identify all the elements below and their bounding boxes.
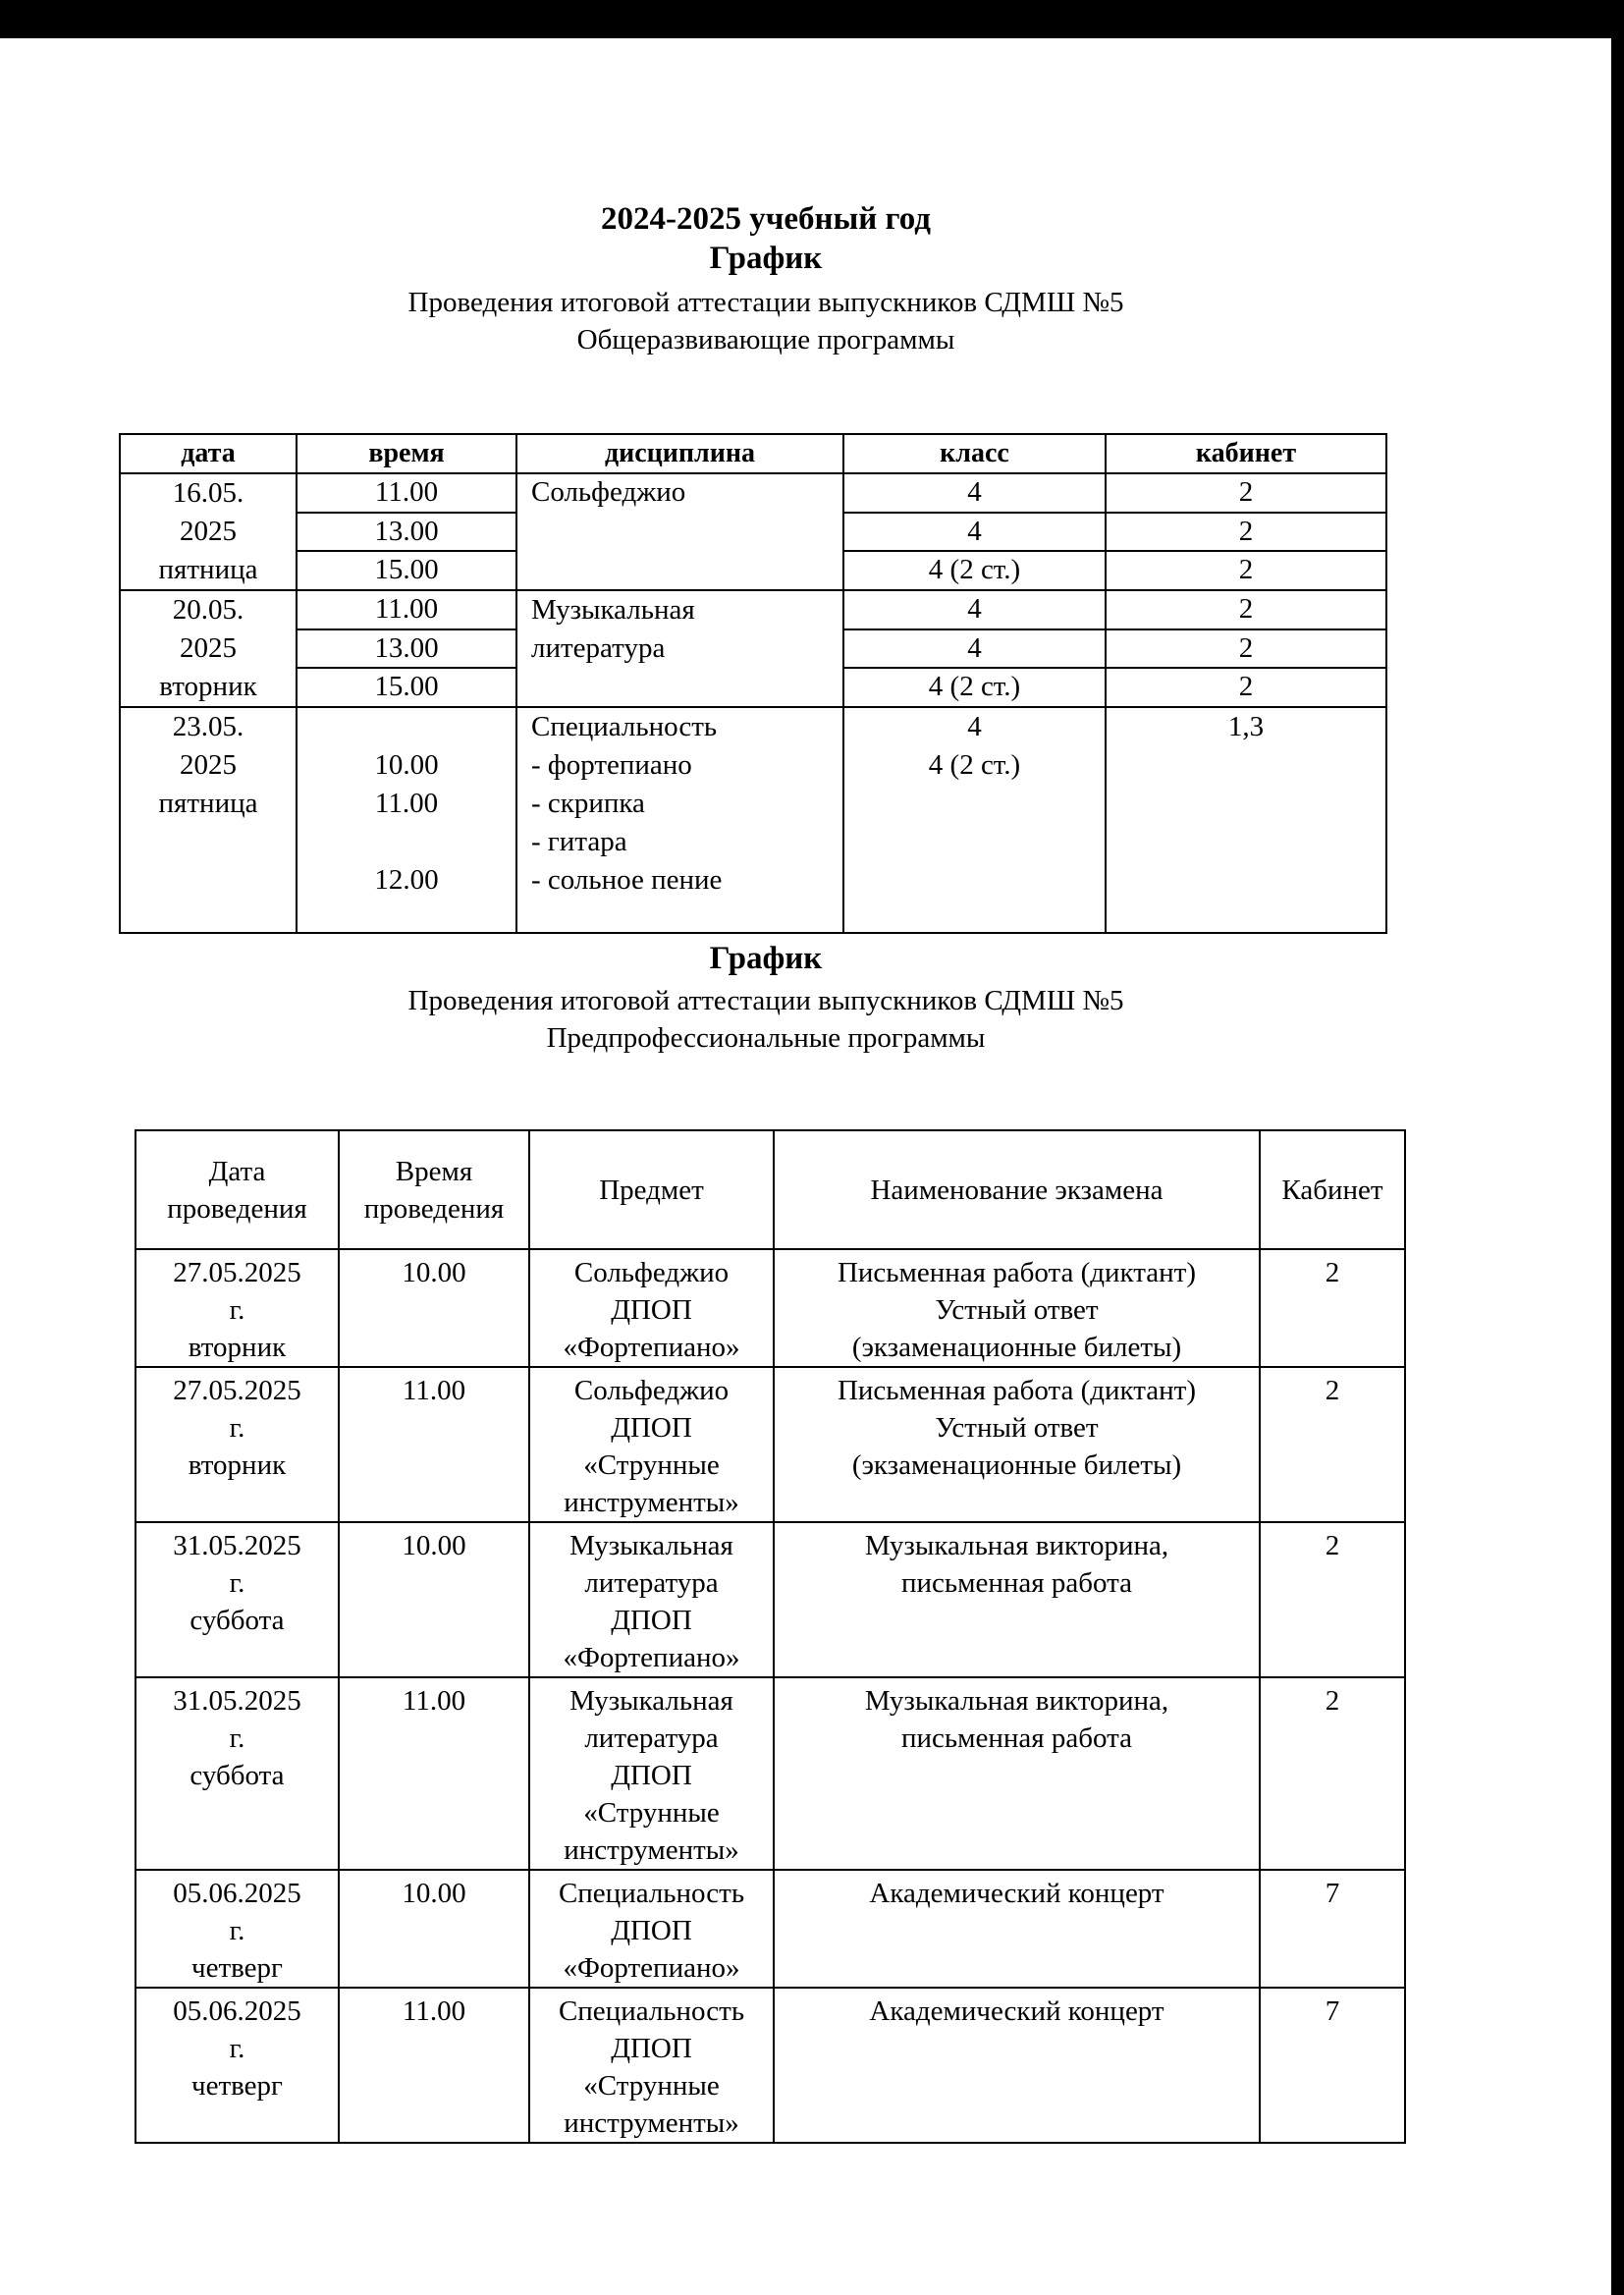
room-cell: 2 <box>1260 1522 1405 1677</box>
subject-cell: Музыкальная литература ДПОП «Фортепиано» <box>529 1522 774 1677</box>
column-header-exam-name: Наименование экзамена <box>774 1130 1260 1249</box>
schedule-title: График <box>709 241 823 276</box>
table-row <box>135 1988 1405 2143</box>
date-cell: 27.05.2025 г. вторник <box>135 1367 339 1522</box>
subject-cell: Специальность ДПОП «Фортепиано» <box>529 1870 774 1988</box>
subject-cell: Музыкальная литература ДПОП «Струнные инструменты» <box>529 1677 774 1870</box>
time-cell: 13.00 <box>297 629 516 669</box>
room-cell: 1,3 <box>1106 707 1386 933</box>
time-cell: 11.00 <box>339 1367 529 1522</box>
table-header-row <box>135 1130 1405 1249</box>
time-cell: 11.00 <box>297 590 516 629</box>
date-cell: 31.05.2025 г. суббота <box>135 1522 339 1677</box>
table-row <box>120 473 1386 513</box>
preprofessional-programs-table <box>135 1129 1406 2144</box>
class-cell: 4 4 (2 ст.) <box>843 707 1106 933</box>
room-cell: 2 <box>1106 551 1386 590</box>
schedule-subtitle: Проведения итоговой аттестации выпускников СДМШ №5 <box>407 287 1124 318</box>
room-cell: 2 <box>1260 1677 1405 1870</box>
section2-title: График <box>709 941 823 976</box>
time-cell: 11.00 <box>339 1988 529 2143</box>
section2-program-type: Предпрофессиональные программы <box>546 1022 986 1054</box>
column-header-date: Дата проведения <box>135 1130 339 1249</box>
column-header-room: кабинет <box>1106 434 1386 473</box>
exam-cell: Музыкальная викторина, письменная работа <box>774 1522 1260 1677</box>
section2-subtitle: Проведения итоговой аттестации выпускников СДМШ №5 <box>407 985 1124 1016</box>
room-cell: 2 <box>1106 513 1386 552</box>
room-cell: 7 <box>1260 1988 1405 2143</box>
exam-cell: Письменная работа (диктант) Устный ответ (экзаменационные билеты) <box>774 1367 1260 1522</box>
table-header-row <box>120 434 1386 473</box>
room-cell: 2 <box>1260 1249 1405 1367</box>
class-cell: 4 <box>843 629 1106 669</box>
class-cell: 4 (2 ст.) <box>843 668 1106 707</box>
column-header-subject: Предмет <box>529 1130 774 1249</box>
table-row <box>120 590 1386 629</box>
time-cell: 10.00 <box>339 1870 529 1988</box>
exam-cell: Письменная работа (диктант) Устный ответ (экзаменационные билеты) <box>774 1249 1260 1367</box>
subject-cell: Специальность ДПОП «Струнные инструменты» <box>529 1988 774 2143</box>
time-cell: 10.00 <box>339 1249 529 1367</box>
date-cell: 31.05.2025 г. суббота <box>135 1677 339 1870</box>
date-cell: 05.06.2025 г. четверг <box>135 1988 339 2143</box>
column-header-date: дата <box>120 434 297 473</box>
class-cell: 4 <box>843 513 1106 552</box>
room-cell: 2 <box>1106 473 1386 513</box>
date-cell: 20.05. 2025 вторник <box>120 590 297 707</box>
exam-cell: Академический концерт <box>774 1870 1260 1988</box>
document-page <box>0 38 1611 2295</box>
general-programs-table <box>119 433 1387 934</box>
time-cell: 10.00 <box>339 1522 529 1677</box>
class-cell: 4 <box>843 473 1106 513</box>
room-cell: 2 <box>1106 590 1386 629</box>
date-cell: 16.05. 2025 пятница <box>120 473 297 590</box>
room-cell: 2 <box>1260 1367 1405 1522</box>
column-header-time: время <box>297 434 516 473</box>
room-cell: 7 <box>1260 1870 1405 1988</box>
time-cell: 11.00 <box>339 1677 529 1870</box>
table-row <box>120 707 1386 933</box>
date-cell: 23.05. 2025 пятница <box>120 707 297 933</box>
time-cell: 13.00 <box>297 513 516 552</box>
subject-cell: Сольфеджио ДПОП «Фортепиано» <box>529 1249 774 1367</box>
room-cell: 2 <box>1106 629 1386 669</box>
class-cell: 4 <box>843 590 1106 629</box>
program-type: Общеразвивающие программы <box>576 324 955 355</box>
academic-year-heading: 2024-2025 учебный год <box>601 201 931 237</box>
discipline-cell: Сольфеджио <box>516 473 843 590</box>
column-header-class: класс <box>843 434 1106 473</box>
table-row <box>135 1367 1405 1522</box>
column-header-time: Время проведения <box>339 1130 529 1249</box>
column-header-discipline: дисциплина <box>516 434 843 473</box>
exam-cell: Академический концерт <box>774 1988 1260 2143</box>
time-cell: 15.00 <box>297 668 516 707</box>
time-cell: 15.00 <box>297 551 516 590</box>
table-row <box>135 1677 1405 1870</box>
table-row <box>135 1522 1405 1677</box>
time-cell: 11.00 <box>297 473 516 513</box>
date-cell: 27.05.2025 г. вторник <box>135 1249 339 1367</box>
table-row <box>135 1870 1405 1988</box>
exam-cell: Музыкальная викторина, письменная работа <box>774 1677 1260 1870</box>
discipline-cell: Специальность - фортепиано - скрипка - гитара - сольное пение <box>516 707 843 933</box>
date-cell: 05.06.2025 г. четверг <box>135 1870 339 1988</box>
discipline-cell: Музыкальная литература <box>516 590 843 707</box>
column-header-room: Кабинет <box>1260 1130 1405 1249</box>
time-cell: 10.00 11.00 12.00 <box>297 707 516 933</box>
class-cell: 4 (2 ст.) <box>843 551 1106 590</box>
subject-cell: Сольфеджио ДПОП «Струнные инструменты» <box>529 1367 774 1522</box>
table-row <box>135 1249 1405 1367</box>
room-cell: 2 <box>1106 668 1386 707</box>
